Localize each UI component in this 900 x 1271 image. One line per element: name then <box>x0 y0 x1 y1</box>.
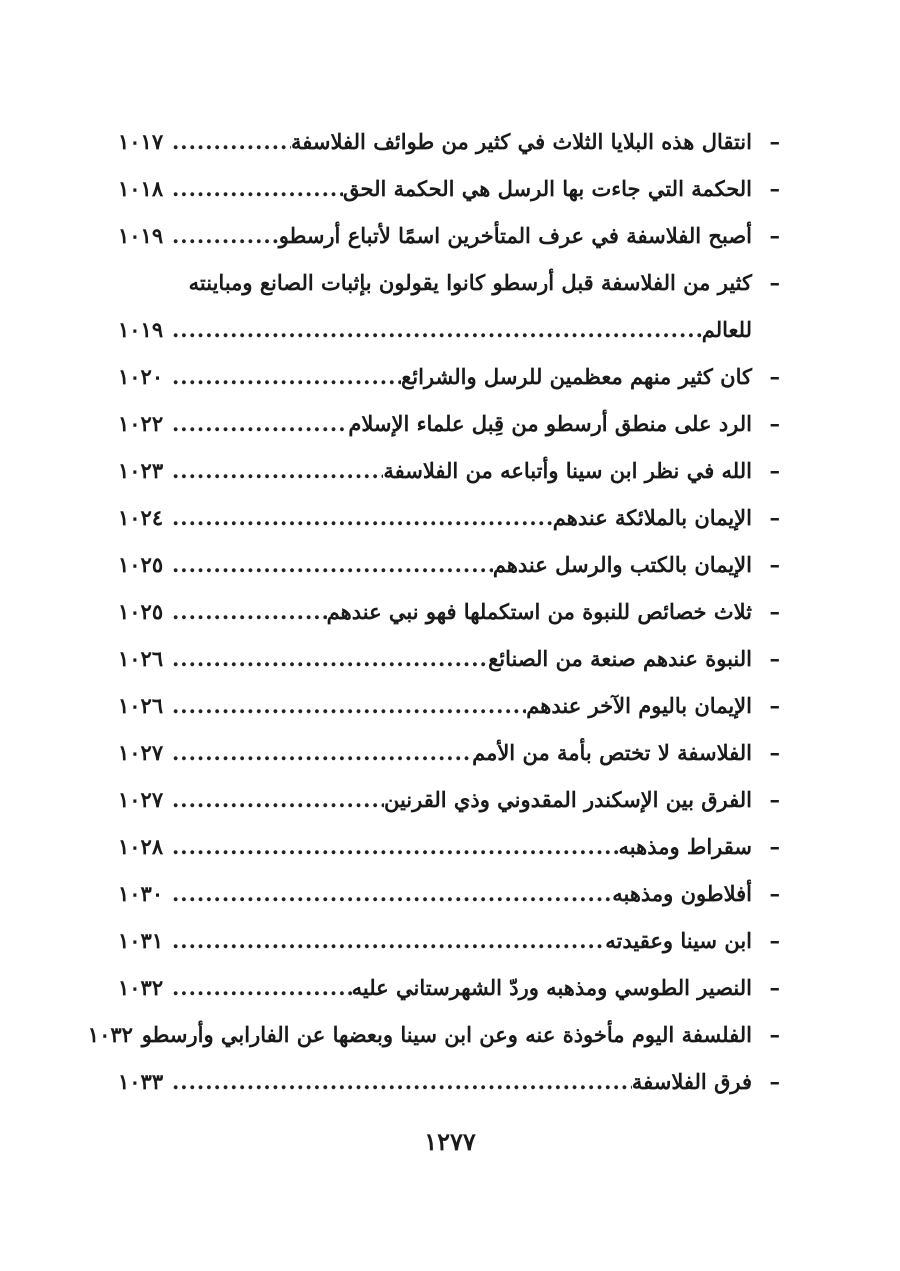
toc-entry <box>118 1058 780 1105</box>
entry-dash: – <box>769 223 780 248</box>
entry-page-number: ١٠٢٥ <box>118 599 164 624</box>
entry-dash: – <box>769 834 780 859</box>
toc-entry <box>118 588 780 635</box>
entry-title: أصبح الفلاسفة في عرف المتأخرين اسمًا لأتباع أرسطو <box>278 223 752 248</box>
entry-dash: – <box>769 129 780 154</box>
entry-title: النبوة عندهم صنعة من الصنائع <box>488 646 752 671</box>
dot-leader <box>172 635 488 682</box>
dot-leader <box>172 494 553 541</box>
toc-entry <box>118 870 780 917</box>
entry-title: فرق الفلاسفة <box>631 1069 752 1094</box>
entry-page-number: ١٠٢٥ <box>118 552 164 577</box>
dot-leader <box>172 400 348 447</box>
entry-dash: – <box>769 599 780 624</box>
toc-entry <box>118 118 780 165</box>
entry-page-number: ١٠٢٤ <box>118 505 164 530</box>
entry-page-number: ١٠٢٧ <box>118 740 164 765</box>
toc-entry <box>118 165 780 212</box>
toc-entry <box>118 776 780 823</box>
entry-page-number: ١٠١٧ <box>118 129 164 154</box>
entry-dash: – <box>769 1069 780 1094</box>
dot-leader <box>172 682 526 729</box>
toc-entry <box>118 494 780 541</box>
entry-dash: – <box>769 881 780 906</box>
dot-leader <box>172 306 702 353</box>
table-of-contents <box>87 118 780 1105</box>
entry-page-number: ١٠٢٨ <box>118 834 164 859</box>
dot-leader <box>172 541 493 588</box>
entry-title: ابن سينا وعقيدته <box>605 928 752 953</box>
dot-leader <box>172 823 619 870</box>
dot-leader <box>172 729 472 776</box>
toc-entry <box>118 635 780 682</box>
entry-page-number: ١٠٣٢ <box>87 1022 133 1047</box>
toc-entry <box>118 964 780 1011</box>
dot-leader <box>172 165 343 212</box>
entry-dash: – <box>769 364 780 389</box>
entry-page-number: ١٠٣٠ <box>118 881 164 906</box>
entry-title: الإيمان باليوم الآخر عندهم <box>526 693 752 718</box>
entry-title: كثير من الفلاسفة قبل أرسطو كانوا يقولون بإثبات الصانع ومباينته <box>188 270 752 295</box>
entry-dash: – <box>769 646 780 671</box>
entry-dash: – <box>769 787 780 812</box>
toc-entry <box>118 682 780 729</box>
entry-dash: – <box>769 740 780 765</box>
entry-page-number: ١٠٣٢ <box>118 975 164 1000</box>
entry-page-number: ١٠٢٦ <box>118 646 164 671</box>
dot-leader <box>172 870 612 917</box>
entry-dash: – <box>769 176 780 201</box>
toc-entry <box>118 729 780 776</box>
entry-title: النصير الطوسي ومذهبه وردّ الشهرستاني عليه <box>351 975 752 1000</box>
entry-page-number: ١٠١٩ <box>118 317 164 342</box>
dot-leader <box>172 588 327 635</box>
entry-page-number: ١٠٢٧ <box>118 787 164 812</box>
toc-entry <box>118 212 780 259</box>
dot-leader <box>172 447 383 494</box>
entry-title: الفرق بين الإسكندر المقدوني وذي القرنين <box>383 787 752 812</box>
entry-title-continuation: للعالم <box>701 317 752 342</box>
entry-page-number: ١٠٣٣ <box>118 1069 164 1094</box>
entry-title: سقراط ومذهبه <box>618 834 752 859</box>
entry-title: الفلاسفة لا تختص بأمة من الأمم <box>472 740 752 765</box>
dot-leader <box>172 118 291 165</box>
toc-entry <box>118 353 780 400</box>
entry-title: كان كثير منهم معظمين للرسل والشرائع <box>401 364 752 389</box>
toc-entry <box>118 400 780 447</box>
entry-title: الله في نظر ابن سينا وأتباعه من الفلاسفة <box>383 458 752 483</box>
entry-title: الحكمة التي جاءت بها الرسل هي الحكمة الحق <box>343 176 752 201</box>
entry-title: انتقال هذه البلايا الثلاث في كثير من طوائف الفلاسفة <box>291 129 752 154</box>
entry-title: الإيمان بالكتب والرسل عندهم <box>492 552 752 577</box>
dot-leader <box>172 917 605 964</box>
dot-leader <box>172 212 279 259</box>
dot-leader <box>172 776 384 823</box>
toc-entry <box>118 541 780 588</box>
entry-dash: – <box>769 552 780 577</box>
toc-entry <box>118 823 780 870</box>
entry-dash: – <box>769 693 780 718</box>
entry-page-number: ١٠٢٠ <box>118 364 164 389</box>
dot-leader <box>172 1058 632 1105</box>
entry-page-number: ١٠٢٢ <box>118 411 164 436</box>
dot-leader <box>172 353 401 400</box>
toc-entry <box>87 1011 780 1058</box>
entry-dash: – <box>769 411 780 436</box>
entry-dash: – <box>769 505 780 530</box>
entry-dash: – <box>769 270 780 295</box>
entry-title: ثلاث خصائص للنبوة من استكملها فهو نبي عندهم <box>326 599 752 624</box>
page-number-footer: ١٢٧٧ <box>424 1127 476 1156</box>
toc-entry <box>118 447 780 494</box>
entry-dash: – <box>769 458 780 483</box>
entry-dash: – <box>769 975 780 1000</box>
entry-dash: – <box>769 928 780 953</box>
entry-page-number: ١٠٢٦ <box>118 693 164 718</box>
entry-page-number: ١٠٣١ <box>118 928 164 953</box>
entry-page-number: ١٠٢٣ <box>118 458 164 483</box>
entry-page-number: ١٠١٨ <box>118 176 164 201</box>
dot-leader <box>172 964 352 1011</box>
toc-entry <box>118 917 780 964</box>
entry-title: الفلسفة اليوم مأخوذة عنه وعن ابن سينا وبعضها عن الفارابي وأرسطو <box>141 1022 752 1047</box>
toc-entry <box>118 259 780 353</box>
entry-title: الرد على منطق أرسطو من قِبل علماء الإسلام <box>348 411 752 436</box>
entry-dash: – <box>769 1022 780 1047</box>
entry-page-number: ١٠١٩ <box>118 223 164 248</box>
entry-title: الإيمان بالملائكة عندهم <box>552 505 752 530</box>
entry-title: أفلاطون ومذهبه <box>612 881 752 906</box>
